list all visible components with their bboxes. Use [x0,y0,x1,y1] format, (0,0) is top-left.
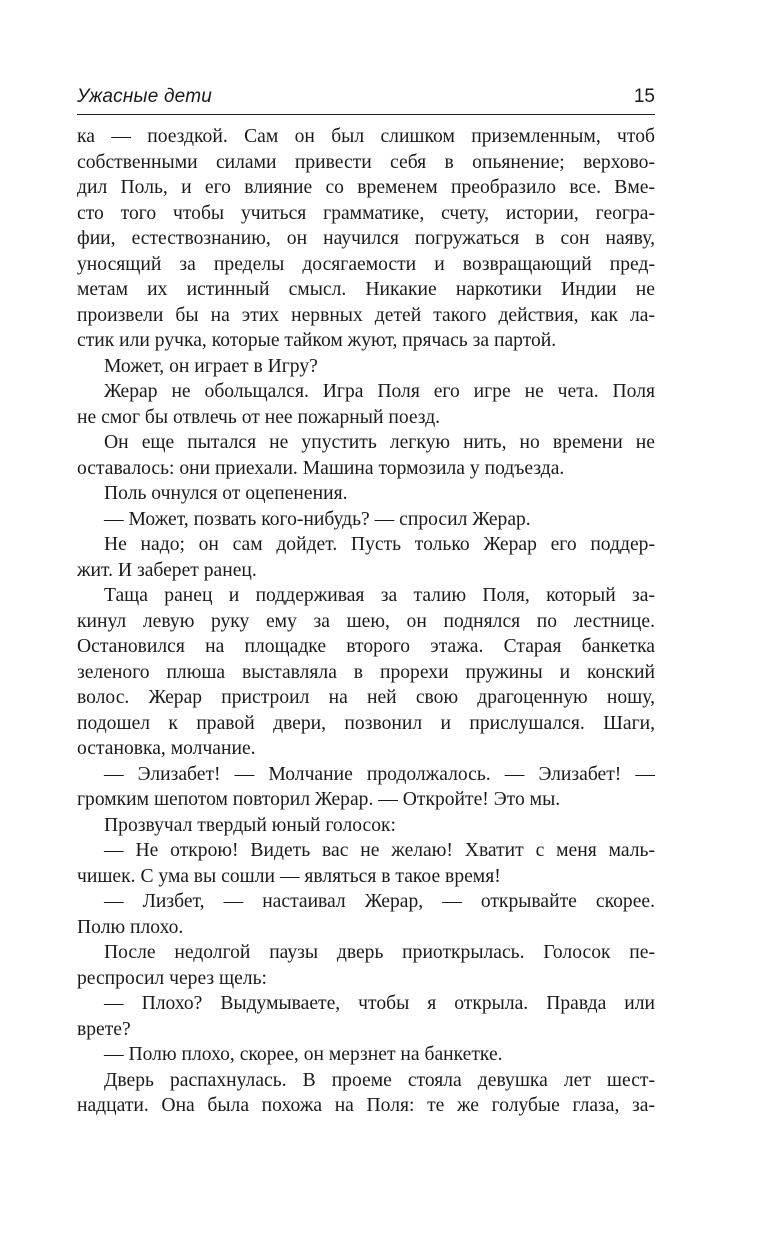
text-line: не смог бы отвлечь от нее пожарный поезд. [77,406,441,428]
text-line: фии, естествознанию, он научился погружаться в сон наяву, [77,228,655,249]
text-line: собственными силами привести себя в опьянение; верхово- [77,151,655,173]
text-line: зеленого плюша выставляла в прорехи пружины и конский [77,661,655,683]
body-text [77,124,655,1119]
text-line: произвели бы на этих нервных детей такого действия, как ла- [77,304,655,326]
text-line: — Лизбет, — настаивал Жерар, — открывайте скорее. [104,891,655,912]
text-line: метам их истинный смысл. Никакие наркотики Индии не [77,279,655,300]
text-line: волос. Жерар пристроил на ней свою драгоценную ношу, [77,687,655,708]
text-line: Не надо; он сам дойдет. Пусть только Жерар его поддер- [104,534,655,555]
text-line: респросил через щель: [77,967,267,989]
text-line: Может, он играет в Игру? [104,355,318,377]
text-line: — Не открою! Видеть вас не желаю! Хватит с меня маль- [104,840,655,861]
text-line: — Может, позвать кого-нибудь? — спросил Жерар. [104,508,531,530]
book-page [77,84,655,1119]
running-title: Ужасные дети [77,86,213,107]
text-line: стик или ручка, которые тайком жуют, прячась за партой. [77,330,557,351]
text-line: подошел к правой двери, позвонил и прислушался. Шаги, [77,712,655,734]
text-line: Жерар не обольщался. Игра Поля его игре не чета. Поля [104,381,655,402]
text-line: Полю плохо. [77,916,184,938]
text-line: остановка, молчание. [77,738,256,759]
text-line: жит. И заберет ранец. [77,559,257,581]
text-line: чишек. С ума вы сошли — являться в такое время! [77,865,501,887]
text-line: — Элизабет! — Молчание продолжалось. — Элизабет! — [104,763,655,785]
text-line: громким шепотом повторил Жерар. — Откройте! Это мы. [77,789,561,810]
text-line: сто того чтобы учиться грамматике, счету, истории, геогра- [77,202,655,224]
text-line: надцати. Она была похожа на Поля: те же голубые глаза, за- [77,1095,655,1116]
text-line: ка — поездкой. Сам он был слишком приземленным, чтоб [77,126,655,147]
text-line: дил Поль, и его влияние со временем преобразило все. Вме- [77,177,655,198]
text-line: Он еще пытался не упустить легкую нить, но времени не [104,432,655,453]
text-line: уносящий за пределы досягаемости и возвращающий пред- [77,253,655,275]
text-line: — Полю плохо, скорее, он мерзнет на банкетке. [104,1044,503,1065]
text-line: кинул левую руку ему за шею, он поднялся по лестнице. [77,610,655,632]
text-line: Прозвучал твердый юный голосок: [104,814,396,836]
text-line: оставалось: они приехали. Машина тормозила у подъезда. [77,457,565,479]
text-line: Поль очнулся от оцепенения. [104,483,348,504]
text-line: Таща ранец и поддерживая за талию Поля, который за- [104,585,655,606]
text-line: — Плохо? Выдумываете, чтобы я открыла. Правда или [104,993,655,1014]
text-line: После недолгой паузы дверь приоткрылась. Голосок пе- [104,942,655,963]
text-line: Дверь распахнулась. В проеме стояла девушка лет шест- [104,1069,655,1091]
page-header [77,84,655,115]
text-line: Остановился на площадке второго этажа. Старая банкетка [77,636,655,657]
text-line: врете? [77,1018,131,1040]
page-number: 15 [633,86,655,107]
